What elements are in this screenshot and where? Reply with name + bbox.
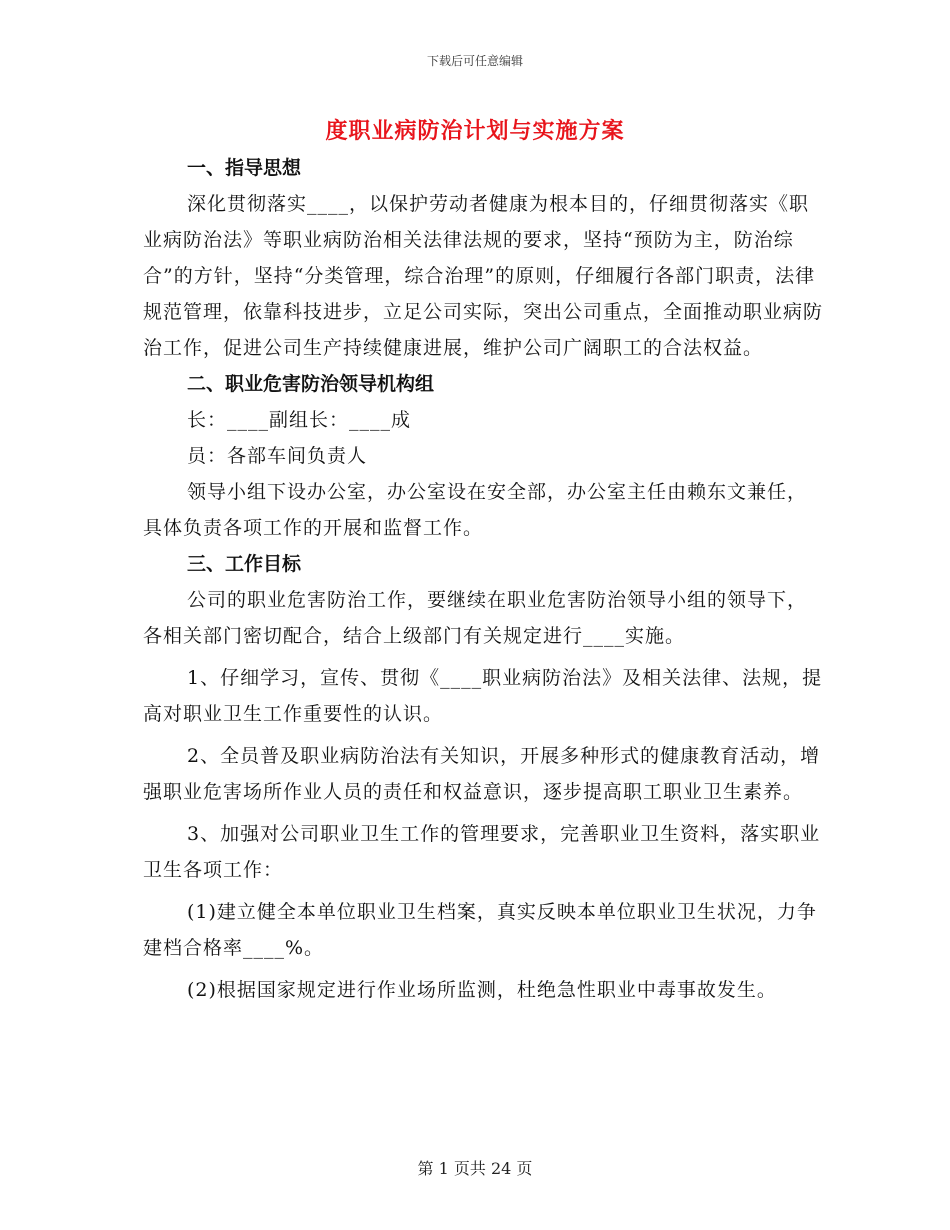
section-heading-3: 三、工作目标 — [187, 553, 302, 575]
page-header-note: 下载后可任意编辑 — [426, 54, 523, 68]
document-title: 度职业病防治计划与实施方案 — [325, 118, 625, 144]
page-number: 第 1 页共 24 页 — [417, 1159, 533, 1178]
paragraph: 深化贯彻落实____，以保护劳动者健康为根本目的，仔细贯彻落实《职业病防治法》等职业病防治相关法律法规的要求，坚持“预防为主，防治综合”的方针，坚持“分类管理，综合治理”的原则，仔细履行各部门职责，法律规范管理，依靠科技进步，立足公司实际，突出公司重点，全面推动职业病防治工作，促进公司生产持续健康进展，维护公司广阔职工的合法权益。 — [143, 193, 824, 359]
paragraph: 公司的职业危害防治工作，要继续在职业危害防治领导小组的领导下，各相关部门密切配合，结合上级部门有关规定进行____实施。 — [143, 589, 808, 647]
list-item: 3、加强对公司职业卫生工作的管理要求，完善职业卫生资料，落实职业卫生各项工作： — [143, 823, 821, 881]
document-body — [143, 150, 823, 1008]
section-heading-2: 二、职业危害防治领导机构组 — [187, 373, 435, 395]
paragraph: 领导小组下设办公室，办公室设在安全部，办公室主任由赖东文兼任，具体负责各项工作的开展和监督工作。 — [143, 481, 808, 539]
list-item: 2、全员普及职业病防治法有关知识，开展多种形式的健康教育活动，增强职业危害场所作业人员的责任和权益意识，逐步提高职工职业卫生素养。 — [143, 745, 821, 803]
sub-list-item: (1)建立健全本单位职业卫生档案，真实反映本单位职业卫生状况，力争建档合格率____%。 — [143, 901, 817, 959]
sub-list-item: (2)根据国家规定进行作业场所监测，杜绝急性职业中毒事故发生。 — [187, 979, 777, 1001]
member-line: 员：各部车间负责人 — [187, 445, 368, 467]
leader-line: 长：____副组长：____成 — [187, 409, 412, 431]
section-heading-1: 一、指导思想 — [187, 157, 302, 179]
list-item: 1、仔细学习，宣传、贯彻《____职业病防治法》及相关法律、法规，提高对职业卫生工作重要性的认识。 — [143, 667, 823, 725]
